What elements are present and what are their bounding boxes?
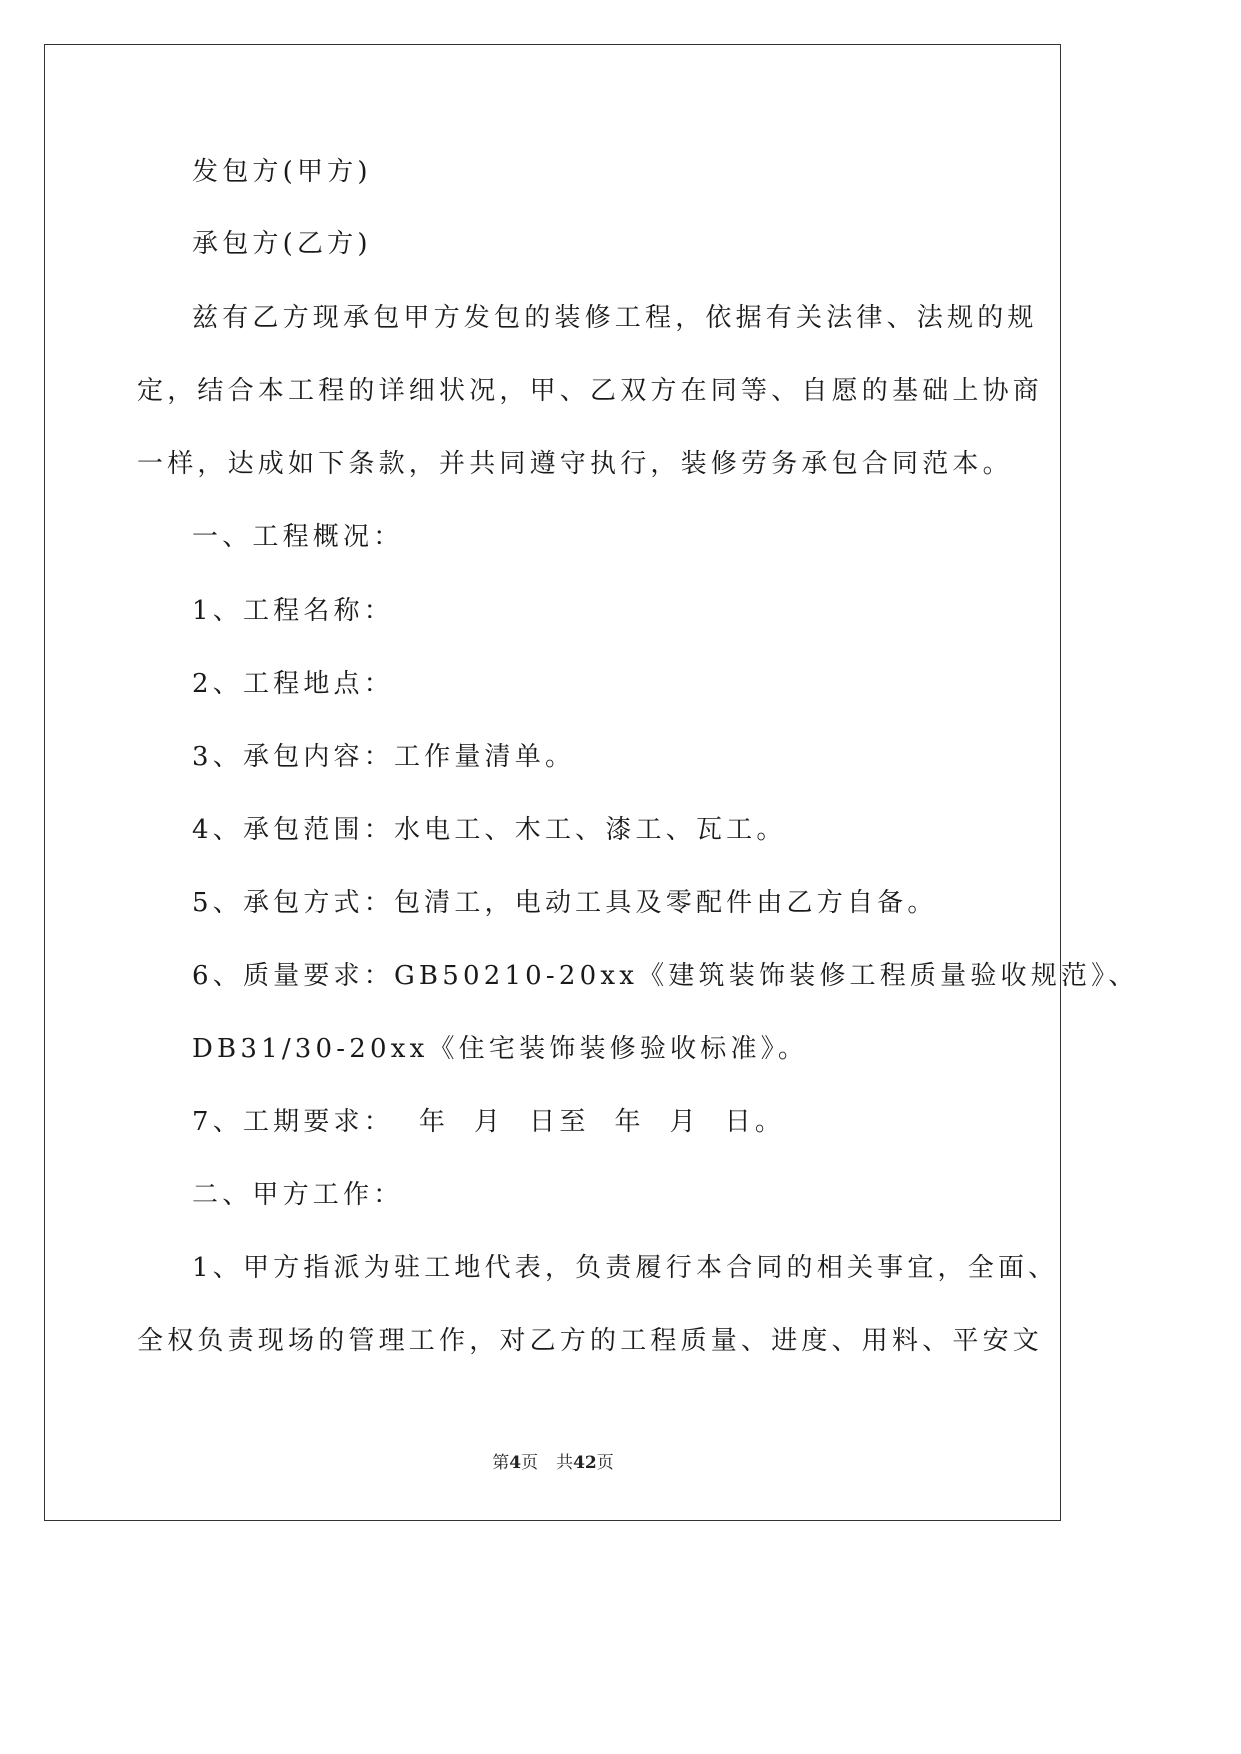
page-suffix: 页	[521, 1453, 539, 1473]
total-suffix: 页	[596, 1453, 614, 1473]
list-item: 5、承包方式：包清工，电动工具及零配件由乙方自备。	[192, 888, 938, 918]
list-item: 6、质量要求：GB50210-20xx《建筑装饰装修工程质量验收规范》、	[192, 961, 1139, 991]
section-heading-1: 一、工程概况：	[192, 522, 404, 552]
page-number: 4	[509, 1453, 522, 1473]
party-b-line: 承包方(乙方)	[192, 229, 372, 259]
list-item: 4、承包范围：水电工、木工、漆工、瓦工。	[192, 815, 787, 845]
list-item: 7、工期要求： 年 月 日至 年 月 日。	[192, 1107, 786, 1137]
page-footer	[0, 1452, 1106, 1474]
preamble-line-1: 兹有乙方现承包甲方发包的装修工程，依据有关法律、法规的规	[192, 303, 1038, 333]
preamble-line-2: 定，结合本工程的详细状况，甲、乙双方在同等、自愿的基础上协商	[137, 376, 1044, 406]
party-a-line: 发包方(甲方)	[192, 157, 372, 187]
page-prefix: 第	[492, 1453, 510, 1473]
list-item: 1、工程名称：	[192, 596, 394, 626]
list-item: 3、承包内容：工作量清单。	[192, 742, 576, 772]
list-item-continuation: DB31/30-20xx《住宅装饰装修验收标准》。	[192, 1034, 809, 1064]
total-prefix: 共	[556, 1453, 574, 1473]
total-pages: 42	[573, 1453, 597, 1473]
list-item: 2、工程地点：	[192, 669, 394, 699]
list-item: 1、甲方指派为驻工地代表，负责履行本合同的相关事宜，全面、	[192, 1253, 1059, 1283]
preamble-line-3: 一样，达成如下条款，并共同遵守执行，装修劳务承包合同范本。	[137, 449, 1013, 479]
page-border	[44, 44, 1061, 1521]
list-item-continuation: 全权负责现场的管理工作，对乙方的工程质量、进度、用料、平安文	[137, 1326, 1044, 1356]
section-heading-2: 二、甲方工作：	[192, 1180, 404, 1210]
